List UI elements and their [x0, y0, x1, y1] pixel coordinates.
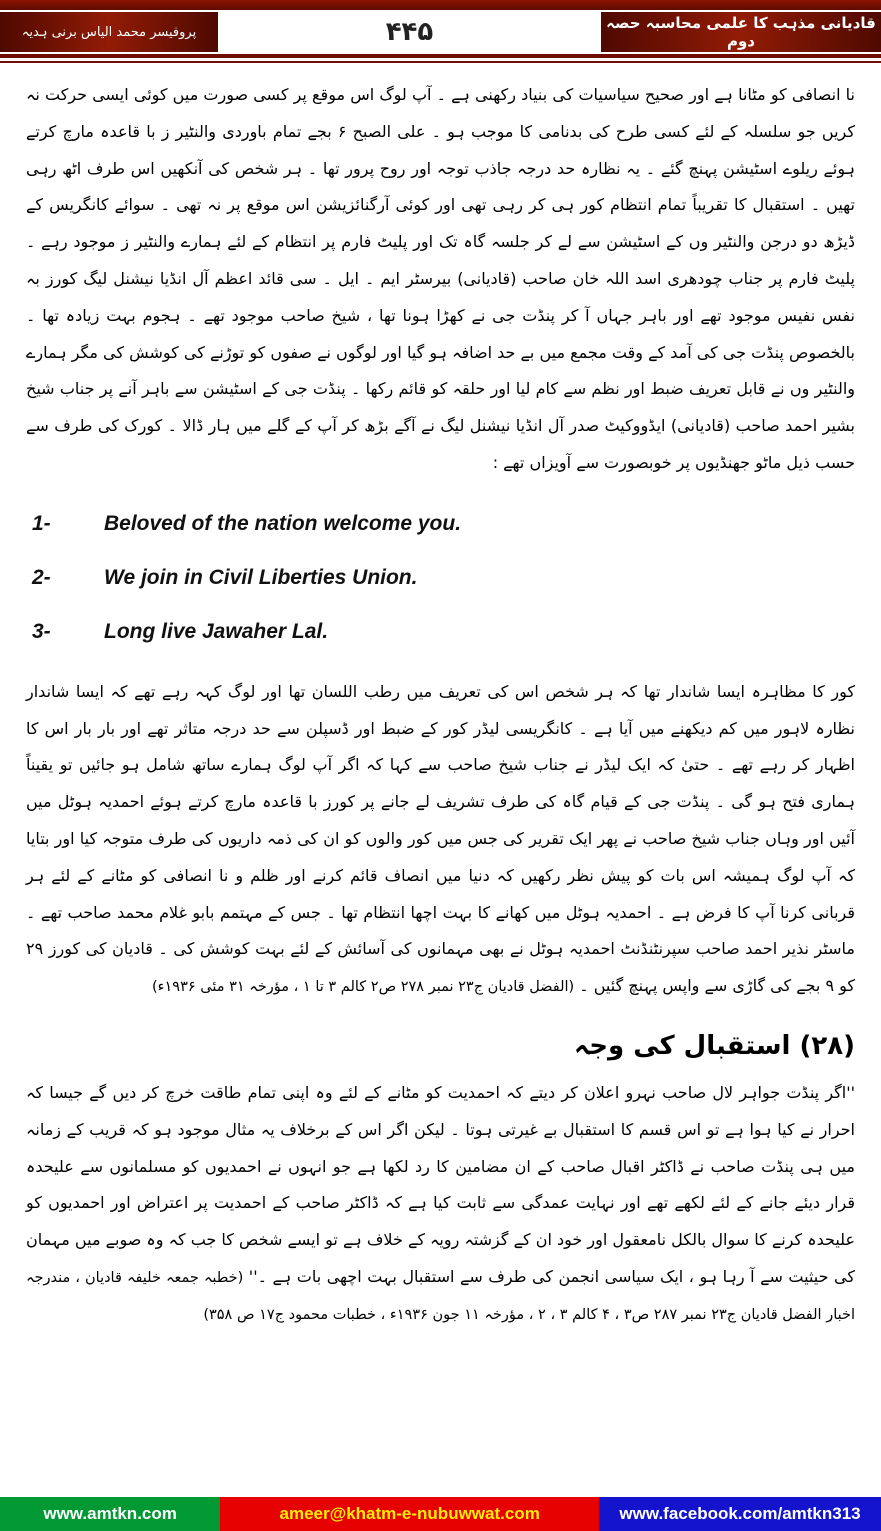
header-author	[0, 12, 218, 52]
motto-list	[32, 512, 855, 644]
page-number-value: ۴۴۵	[385, 17, 434, 47]
motto-item-1	[32, 512, 855, 536]
header-author-label: پروفیسر محمد الیاس برنی ہدیہ	[21, 24, 197, 40]
header-book-title-label: قادیانی مذہب کا علمی محاسبہ حصہ دوم	[606, 14, 876, 50]
footer-facebook-label: www.facebook.com/amtkn313	[619, 1504, 861, 1523]
paragraph-3-text: ''اگر پنڈت جواہر لال صاحب نہرو اعلان کر دیتے کہ احمدیت کو مٹانے کے لئے وہ اپنی تمام طاقت خرچ کر دیں گے جیسا کہ احرار نے کیا ہوا ہے تو اس قسم کا استقبال بے غیرتی ہوتا ۔ لیکن اگر اس کے برخلاف یہ مثال موجود ہو کہ قریب کے زمانہ میں ہی پنڈت صاحب نے ڈاکٹر اقبال صاحب کے ان مضامین کا رد لکھا ہے جو انہوں نے احمدیوں کو مسلمانوں سے علیحدہ قرار دیئے جانے کے لئے لکھے تھے اور نہایت عمدگی سے ثابت کیا ہے کہ ڈاکٹر صاحب کے احمدیت پر اعتراض اور احمدیوں کو علیحدہ کرنے کا سوال بالکل نامعقول اور خود ان کے گزشتہ رویہ کے خلاف ہے تو ایسے شخص کا جب کہ وہ صوبے میں مہمان کی حیثیت سے آ رہا ہو ، ایک سیاسی انجمن کی طرف سے استقبال بہت اچھی بات ہے ۔''	[26, 1082, 855, 1286]
motto-number: 3-	[32, 619, 51, 643]
header-rule-thick	[0, 54, 881, 58]
section-heading: (۲۸) استقبال کی وجہ	[574, 1030, 855, 1061]
footer-website-label: www.amtkn.com	[43, 1504, 177, 1523]
top-border	[0, 0, 881, 10]
paragraph-1: نا انصافی کو مٹانا ہے اور صحیح سیاسیات کی بنیاد رکھنی ہے ۔ آپ لوگ اس موقع پر کسی صورت میں کوئی ایسی حرکت نہ کریں جو سلسلہ کے لئے کسی طرح کی بدنامی کا موجب ہو ۔ علی الصبح ۶ بجے تمام باوردی والنٹیر ز با قاعدہ مارچ کرتے ہوئے ریلوے اسٹیشن پہنچ گئے ۔ یہ نظارہ حد درجہ جاذب توجہ اور روح پرور تھا ۔ ہر شخص کی آنکھیں اس طرف اٹھ رہی تھیں ۔ استقبال کا تقریباً تمام انتظام کور ہی کر رہی تھی اور کوئی آرگنائزیشن اس موقع پر نہ تھی ۔ سوائے کانگریس کے ڈیڑھ دو درجن والنٹیر وں کے اسٹیشن سے لے کر جلسہ گاہ تک اور پلیٹ فارم پر انتظام کے لئے ہمارے والنٹیر ز موجود رہے ۔ پلیٹ فارم پر جناب چودھری اسد اللہ خان صاحب (قادیانی) بیرسٹر ایم ۔ ایل ۔ سی قائد اعظم آل انڈیا نیشنل لیگ کورز بہ نفس نفیس موجود تھے اور باہر جہاں آ کر پنڈت جی نے کھڑا ہونا تھا ، شیخ صاحب موجود تھے ۔ ہجوم بہت زیادہ تھا ۔ بالخصوص پنڈت جی کی آمد کے وقت مجمع میں بے حد اضافہ ہو گیا اور لوگوں نے صفوں کو توڑنے کی کوشش کی مگر ہمارے والنٹیر وں نے قابل تعریف ضبط اور نظم سے کام لیا اور حلقہ کو قائم رکھا ۔ پنڈت جی کے اسٹیشن سے باہر آنے پر جناب شیخ بشیر احمد صاحب (قادیانی) ایڈووکیٹ صدر آل انڈیا نیشنل لیگ نے آگے بڑھ کر آپ کے گلے میں ہار ڈالا ۔ کورک کی طرف سے حسب ذیل ماٹو جھنڈیوں پر خوبصورت سے آویزاں تھے :	[26, 85, 856, 472]
motto-item-3	[32, 620, 855, 644]
header-book-title	[601, 12, 881, 52]
footer-facebook-link[interactable]	[599, 1497, 881, 1531]
page-number	[218, 12, 601, 52]
motto-item-2	[32, 566, 855, 590]
footer-email-label: ameer@khatm-e-nubuwwat.com	[279, 1504, 540, 1523]
footer-website-link[interactable]	[0, 1497, 220, 1531]
motto-text: We join in Civil Liberties Union.	[104, 565, 418, 589]
motto-number: 2-	[32, 565, 51, 589]
page-footer	[0, 1497, 881, 1531]
motto-number: 1-	[32, 511, 51, 535]
footer-email-link[interactable]	[220, 1497, 599, 1531]
page-body	[0, 63, 881, 1333]
paragraph-2-citation: (الفضل قادیان ج۲۳ نمبر ۲۷۸ ص۲ کالم ۳ تا ۱ ، مؤرخہ ۳۱ مئی ۱۹۳۶ء)	[152, 979, 575, 996]
paragraph-2	[26, 674, 855, 1005]
motto-text: Long live Jawaher Lal.	[104, 619, 329, 643]
page-header	[0, 12, 881, 52]
paragraph-3-citation: (خطبہ جمعہ خلیفہ قادیان ، مندرجہ اخبار الفضل قادیان ج۲۳ نمبر ۲۸۷ ص۳ ، ۴ کالم ۳ ، ۲ ، مؤرخہ ۱۱ جون ۱۹۳۶ء ، خطبات محمود ج۱۷ ص ۳۵۸)	[26, 1269, 855, 1323]
motto-text: Beloved of the nation welcome you.	[104, 511, 462, 535]
paragraph-2-text: کور کا مظاہرہ ایسا شاندار تھا کہ ہر شخص اس کی تعریف میں رطب اللسان تھا اور لوگ کہہ رہے تھے کہ ایسا شاندار نظارہ لاہور میں کم دیکھنے میں آیا ہے ۔ کانگریسی لیڈر کور کے ضبط اور ڈسپلن سے حد درجہ متاثر تھے اور بار بار اس کا اظہار کر رہے تھے ۔ حتیٰ کہ ایک لیڈر نے جناب شیخ صاحب سے کہا کہ اگر آپ لوگ ہمارے ساتھ شامل ہو جائیں تو یقیناً ہماری فتح ہو گی ۔ پنڈت جی کے قیام گاہ کی طرف تشریف لے جانے پر کورز با قاعدہ مارچ کرتے ہوئے احمدیہ ہوٹل میں آئیں اور وہاں جناب شیخ صاحب نے پھر ایک تقریر کی جس میں کور والوں کو ان کی ذمہ داریوں کی طرف متوجہ کیا اور بتایا کہ آپ لوگ ہمیشہ اس بات کو پیش نظر رکھیں کہ دنیا میں انصاف قائم کرنے اور ظلم و نا انصافی کو مٹانے کے لئے ہر قربانی کرنا آپ کا فرض ہے ۔ احمدیہ ہوٹل میں کھانے کا بہت اچھا انتظام تھا ۔ جس کے مہتمم بابو غلام محمد صاحب تھے ۔ ماسٹر نذیر احمد صاحب سپرنٹنڈنٹ احمدیہ ہوٹل نے بھی مہمانوں کی آسائش کے لئے بہت کوشش کی ۔ قادیان کی کورز ۲۹ کو ۹ بجے کی گاڑی سے واپس پہنچ گئیں ۔	[26, 681, 855, 996]
paragraph-3	[26, 1075, 855, 1333]
